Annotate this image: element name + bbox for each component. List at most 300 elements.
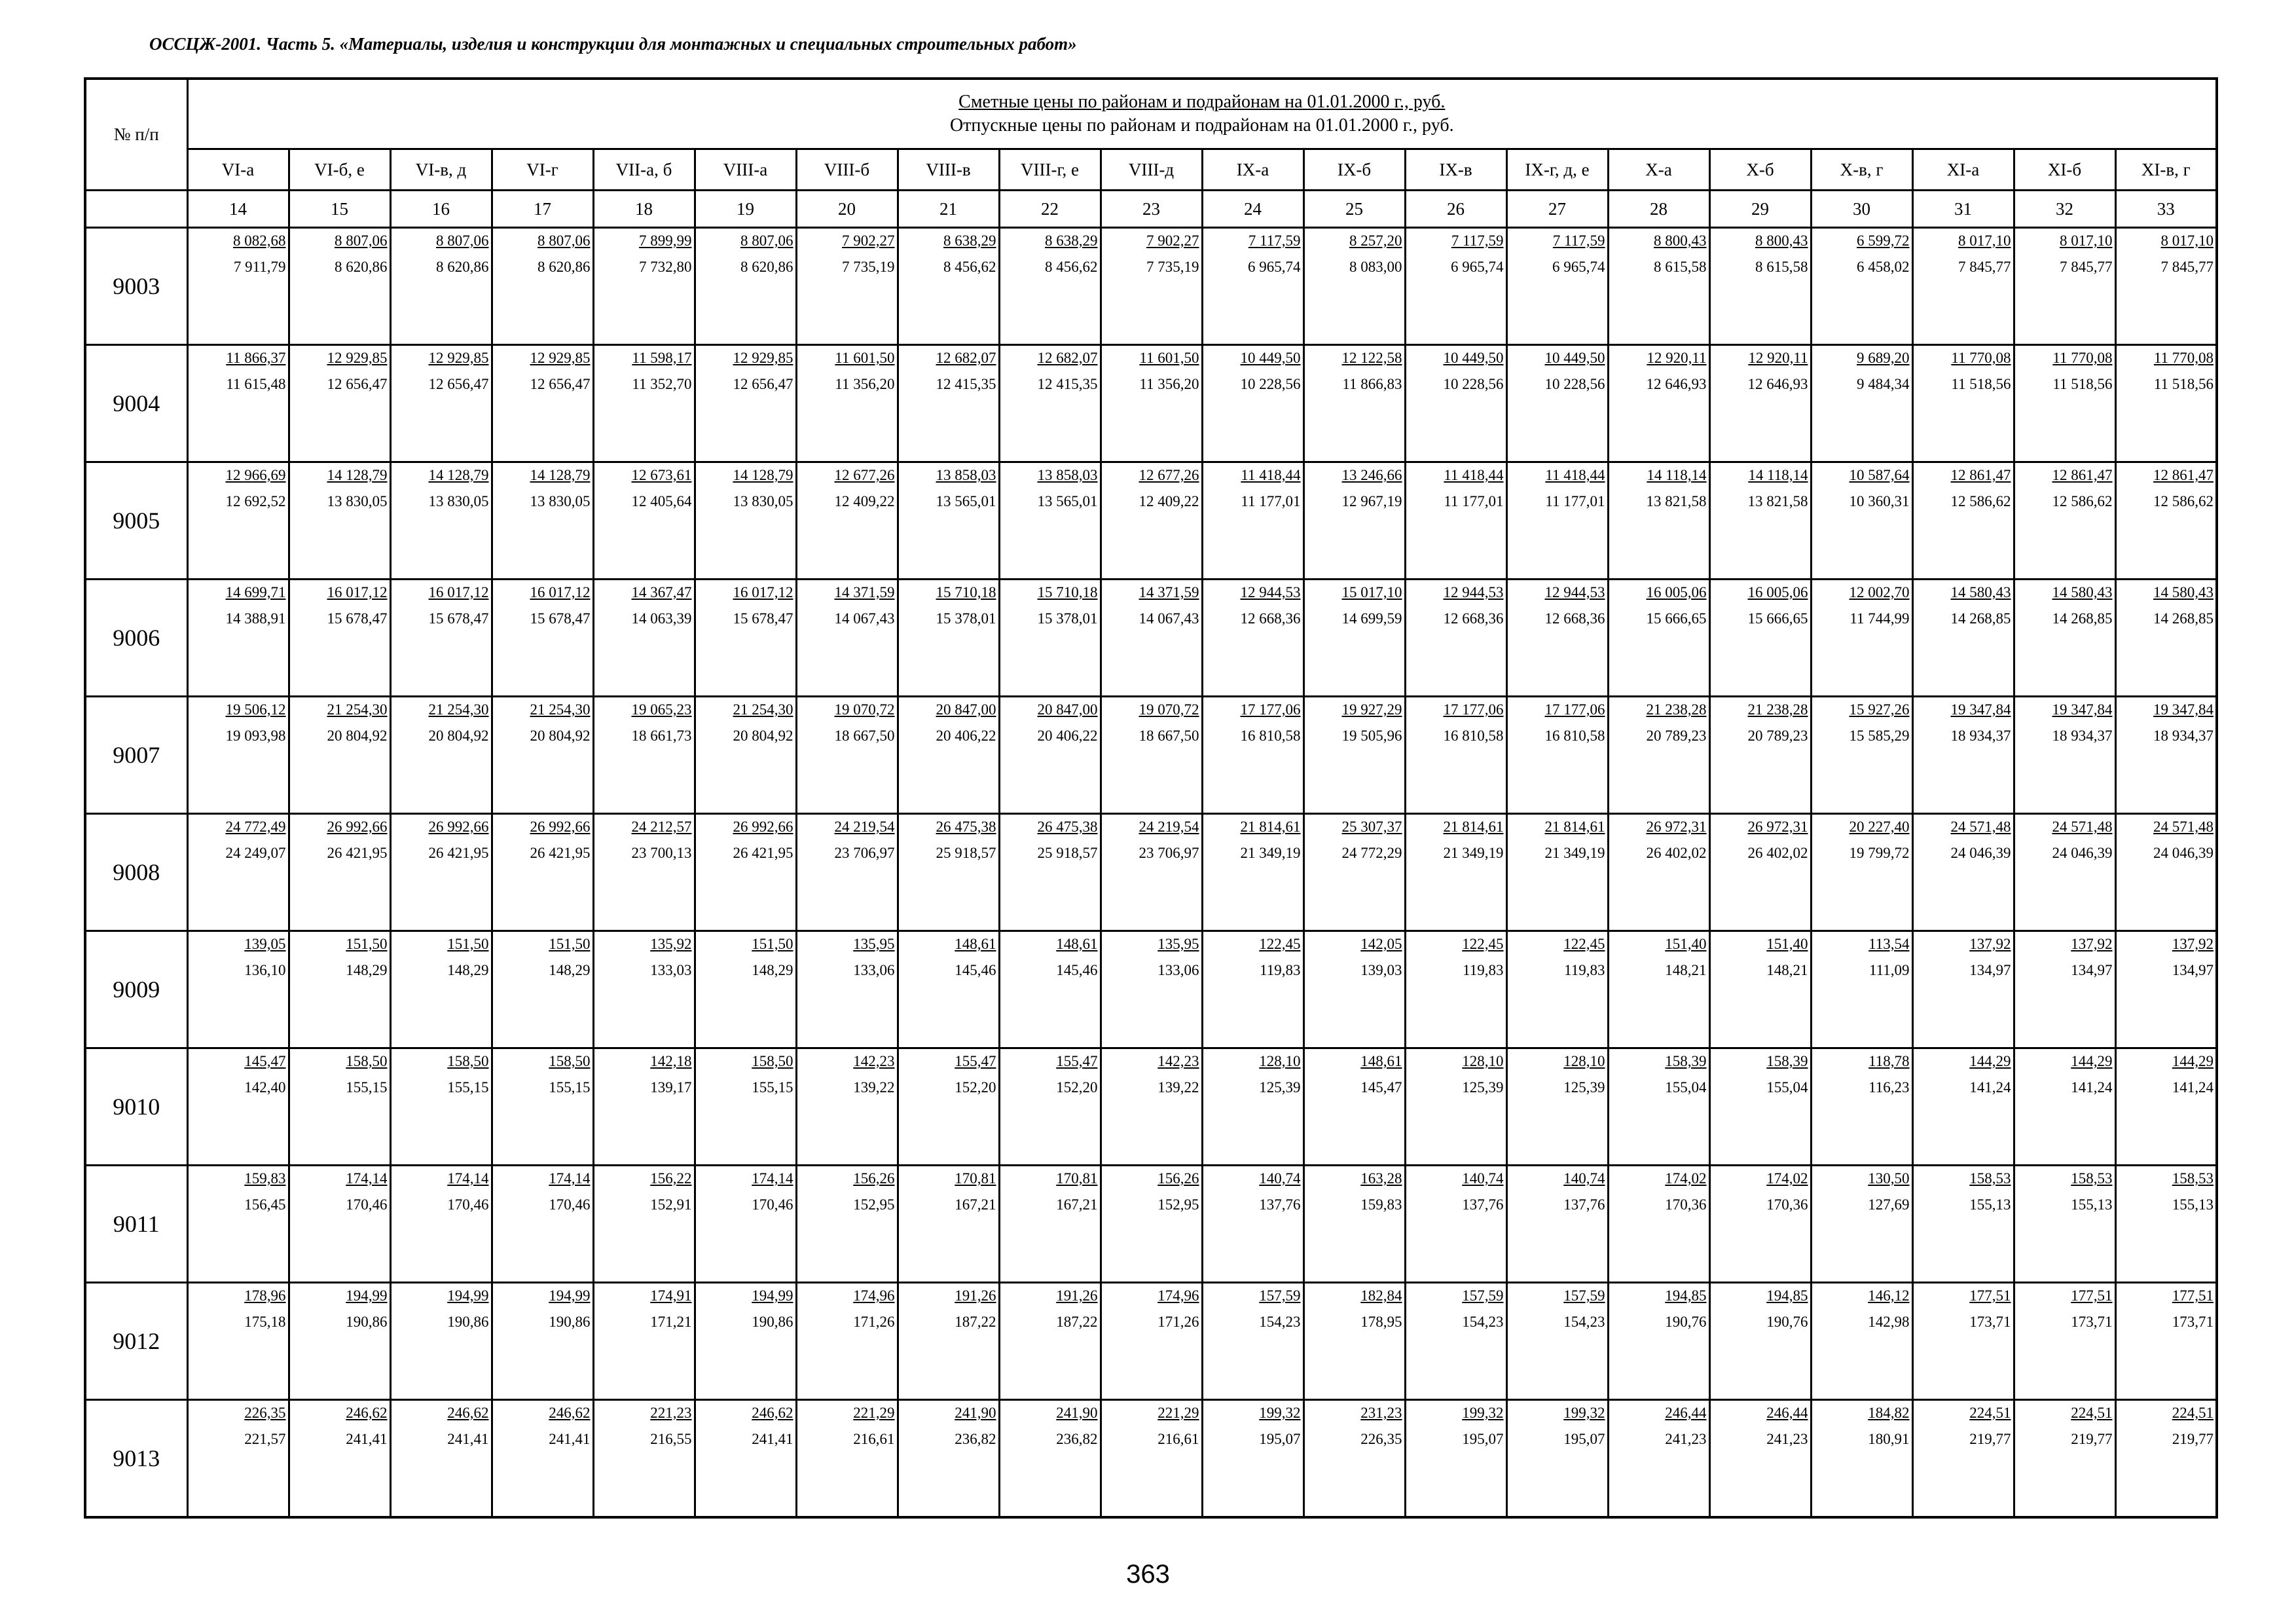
column-number: 14: [187, 191, 289, 228]
price-cell: [1912, 345, 2014, 462]
release-price: 155,13: [2172, 1196, 2214, 1213]
estimated-price: 155,47: [955, 1053, 996, 1069]
price-cell: [898, 1166, 999, 1283]
release-price: 141,24: [1969, 1079, 2011, 1096]
release-price: 18 934,37: [1950, 728, 2011, 744]
estimated-price: 128,10: [1462, 1053, 1504, 1069]
price-cell: [796, 228, 898, 345]
estimated-price: 142,23: [1157, 1053, 1199, 1069]
table-row: [85, 814, 2217, 931]
release-price: 133,06: [853, 962, 895, 978]
table-row: [85, 580, 2217, 697]
release-price: 119,83: [1463, 962, 1504, 978]
price-cell: [796, 1400, 898, 1518]
price-cell: [1202, 814, 1303, 931]
release-price: 190,76: [1766, 1314, 1808, 1330]
release-prices-title: Отпускные цены по районам и подрайонам на 01.01.2000 г., руб.: [949, 115, 1454, 136]
price-cell: [1405, 931, 1506, 1048]
district-header: IX-б: [1303, 149, 1405, 191]
price-cell: [593, 697, 695, 814]
price-cell: [1202, 462, 1303, 580]
column-number: 30: [1811, 191, 1912, 228]
estimated-price: 151,40: [1766, 936, 1808, 952]
price-cell: [1608, 1048, 1709, 1166]
price-cell: [2014, 1400, 2115, 1518]
price-cell: [1912, 1400, 2014, 1518]
column-number: 26: [1405, 191, 1506, 228]
release-price: 12 656,47: [733, 376, 793, 392]
estimated-price: 11 770,08: [2052, 350, 2113, 366]
estimated-price: 19 506,12: [225, 701, 286, 718]
estimated-price: 144,29: [2071, 1053, 2113, 1069]
row-number: 9006: [85, 580, 187, 697]
estimated-price: 174,14: [549, 1170, 591, 1187]
price-cell: [898, 931, 999, 1048]
estimated-price: 8 807,06: [436, 232, 489, 249]
price-cell: [999, 462, 1101, 580]
release-price: 14 067,43: [834, 610, 895, 627]
release-price: 21 349,19: [1240, 845, 1301, 861]
price-cell: [1811, 1400, 1912, 1518]
estimated-price: 194,99: [346, 1287, 388, 1304]
estimated-price: 24 571,48: [2153, 819, 2214, 835]
column-number: 20: [796, 191, 898, 228]
district-header: VIII-д: [1101, 149, 1202, 191]
price-cell: [1405, 1166, 1506, 1283]
column-number: 23: [1101, 191, 1202, 228]
release-price: 21 349,19: [1544, 845, 1605, 861]
estimated-price: 6 599,72: [1857, 232, 1910, 249]
estimated-price: 7 899,99: [639, 232, 692, 249]
estimated-price: 11 418,44: [1545, 467, 1605, 483]
price-cell: [2115, 1400, 2217, 1518]
column-number: 21: [898, 191, 999, 228]
price-cell: [1506, 228, 1608, 345]
price-cell: [1405, 1048, 1506, 1166]
estimated-price: 16 005,06: [1646, 584, 1707, 600]
price-cell: [187, 462, 289, 580]
district-header: IX-а: [1202, 149, 1303, 191]
estimated-price: 199,32: [1462, 1405, 1504, 1421]
price-cell: [1608, 462, 1709, 580]
release-price: 145,46: [1056, 962, 1098, 978]
release-price: 11 352,70: [632, 376, 692, 392]
estimated-price: 21 814,61: [1544, 819, 1605, 835]
estimated-price: 26 992,66: [327, 819, 388, 835]
district-header: XI-б: [2014, 149, 2115, 191]
price-cell: [2014, 228, 2115, 345]
release-price: 20 804,92: [530, 728, 591, 744]
release-price: 12 656,47: [428, 376, 489, 392]
price-cell: [1811, 580, 1912, 697]
release-price: 14 268,85: [2153, 610, 2214, 627]
row-number: 9011: [85, 1166, 187, 1283]
release-price: 9 484,34: [1857, 376, 1910, 392]
release-price: 116,23: [1868, 1079, 1910, 1096]
price-cell: [1608, 1166, 1709, 1283]
row-number: 9003: [85, 228, 187, 345]
price-cell: [1101, 1166, 1202, 1283]
estimated-price: 151,50: [447, 936, 489, 952]
release-price: 26 421,95: [327, 845, 388, 861]
column-number: 24: [1202, 191, 1303, 228]
price-cell: [390, 462, 492, 580]
estimated-price: 15 927,26: [1849, 701, 1910, 718]
column-number: 31: [1912, 191, 2014, 228]
release-price: 16 810,58: [1544, 728, 1605, 744]
estimated-price: 12 861,47: [2153, 467, 2214, 483]
estimated-price: 16 017,12: [530, 584, 591, 600]
estimated-price: 19 927,29: [1341, 701, 1402, 718]
release-price: 136,10: [244, 962, 286, 978]
price-cell: [593, 462, 695, 580]
estimated-price: 11 601,50: [835, 350, 895, 366]
estimated-price: 11 866,37: [226, 350, 286, 366]
estimated-price: 21 238,28: [1646, 701, 1707, 718]
estimated-price: 12 861,47: [2052, 467, 2113, 483]
price-cell: [1912, 462, 2014, 580]
release-price: 142,40: [244, 1079, 286, 1096]
release-price: 171,26: [853, 1314, 895, 1330]
estimated-price: 145,47: [244, 1053, 286, 1069]
price-cell: [1709, 1283, 1811, 1400]
release-price: 155,15: [549, 1079, 591, 1096]
table-title-row: [85, 79, 2217, 149]
release-price: 152,91: [650, 1196, 692, 1213]
price-cell: [695, 345, 796, 462]
price-cell: [2115, 462, 2217, 580]
estimated-price: 12 944,53: [1544, 584, 1605, 600]
release-price: 190,86: [346, 1314, 388, 1330]
price-cell: [1405, 697, 1506, 814]
estimated-price: 224,51: [1969, 1405, 2011, 1421]
release-price: 10 360,31: [1849, 493, 1910, 509]
release-price: 6 458,02: [1857, 259, 1910, 275]
estimated-price: 224,51: [2172, 1405, 2214, 1421]
release-price: 195,07: [1462, 1431, 1504, 1447]
release-price: 12 415,35: [936, 376, 996, 392]
release-price: 148,29: [346, 962, 388, 978]
release-price: 20 406,22: [1037, 728, 1098, 744]
release-price: 7 845,77: [2060, 259, 2113, 275]
release-price: 141,24: [2172, 1079, 2214, 1096]
price-cell: [1202, 697, 1303, 814]
estimated-price: 7 117,59: [1248, 232, 1301, 249]
district-header: IX-в: [1405, 149, 1506, 191]
release-price: 15 678,47: [327, 610, 388, 627]
price-cell: [1811, 1166, 1912, 1283]
price-cell: [1709, 1048, 1811, 1166]
estimated-price: 13 858,03: [936, 467, 996, 483]
release-price: 11 866,83: [1342, 376, 1402, 392]
release-price: 14 388,91: [225, 610, 286, 627]
column-number: 33: [2115, 191, 2217, 228]
district-header: VIII-г, е: [999, 149, 1101, 191]
price-cell: [1101, 228, 1202, 345]
release-price: 23 700,13: [631, 845, 692, 861]
estimated-price: 7 902,27: [842, 232, 895, 249]
estimated-price: 16 017,12: [327, 584, 388, 600]
estimated-price: 128,10: [1259, 1053, 1301, 1069]
release-price: 139,22: [1157, 1079, 1199, 1096]
estimated-price: 118,78: [1868, 1053, 1910, 1069]
district-header: VIII-в: [898, 149, 999, 191]
price-cell: [1405, 228, 1506, 345]
estimated-price: 156,26: [853, 1170, 895, 1187]
district-header: VI-б, е: [289, 149, 390, 191]
price-cell: [1912, 1283, 2014, 1400]
estimated-price: 12 944,53: [1240, 584, 1301, 600]
price-cell: [2115, 814, 2217, 931]
release-price: 24 046,39: [2052, 845, 2113, 861]
price-cell: [2115, 1283, 2217, 1400]
estimated-price: 10 587,64: [1849, 467, 1910, 483]
price-cell: [492, 228, 593, 345]
estimated-price: 19 070,72: [1139, 701, 1199, 718]
release-price: 190,76: [1665, 1314, 1707, 1330]
price-cell: [1811, 697, 1912, 814]
release-price: 178,95: [1360, 1314, 1402, 1330]
table-row: [85, 1400, 2217, 1518]
release-price: 170,36: [1665, 1196, 1707, 1213]
price-cell: [1912, 931, 2014, 1048]
release-price: 142,98: [1868, 1314, 1910, 1330]
price-cell: [1202, 931, 1303, 1048]
price-cell: [289, 1283, 390, 1400]
release-price: 241,41: [447, 1431, 489, 1447]
release-price: 26 421,95: [428, 845, 489, 861]
release-price: 152,95: [853, 1196, 895, 1213]
estimated-price: 139,05: [244, 936, 286, 952]
table-row: [85, 1048, 2217, 1166]
estimated-price: 17 177,06: [1544, 701, 1605, 718]
estimated-price: 246,44: [1665, 1405, 1707, 1421]
estimated-price: 174,02: [1665, 1170, 1707, 1187]
release-price: 20 804,92: [428, 728, 489, 744]
price-cell: [1912, 814, 2014, 931]
release-price: 18 661,73: [631, 728, 692, 744]
price-cell: [1709, 1400, 1811, 1518]
release-price: 18 934,37: [2153, 728, 2214, 744]
release-price: 152,95: [1157, 1196, 1199, 1213]
estimated-price: 157,59: [1563, 1287, 1605, 1304]
estimated-price: 158,50: [447, 1053, 489, 1069]
estimated-price: 8 800,43: [1755, 232, 1808, 249]
estimated-price: 12 677,26: [834, 467, 895, 483]
districts-row: [85, 149, 2217, 191]
estimated-price: 178,96: [244, 1287, 286, 1304]
price-cell: [187, 580, 289, 697]
release-price: 15 666,65: [1646, 610, 1707, 627]
estimated-price: 19 347,84: [2052, 701, 2113, 718]
release-price: 7 732,80: [639, 259, 692, 275]
price-cell: [1506, 1048, 1608, 1166]
price-cell: [898, 580, 999, 697]
release-price: 145,47: [1360, 1079, 1402, 1096]
estimated-price: 12 673,61: [631, 467, 692, 483]
estimated-price: 12 677,26: [1139, 467, 1199, 483]
estimated-price: 13 858,03: [1037, 467, 1098, 483]
price-cell: [492, 931, 593, 1048]
estimated-price: 148,61: [1360, 1053, 1402, 1069]
price-cell: [2115, 1048, 2217, 1166]
release-price: 125,39: [1563, 1079, 1605, 1096]
release-price: 15 678,47: [530, 610, 591, 627]
release-price: 10 228,56: [1443, 376, 1504, 392]
release-price: 12 646,93: [1747, 376, 1808, 392]
estimated-price: 163,28: [1360, 1170, 1402, 1187]
estimated-prices-title: Сметные цены по районам и подрайонам на 01.01.2000 г., руб.: [958, 92, 1446, 112]
price-cell: [1101, 931, 1202, 1048]
estimated-price: 177,51: [2071, 1287, 2113, 1304]
release-price: 12 656,47: [530, 376, 591, 392]
table-body: [85, 228, 2217, 1518]
price-cell: [999, 345, 1101, 462]
price-cell: [1303, 1166, 1405, 1283]
price-cell: [1608, 345, 1709, 462]
estimated-price: 140,74: [1259, 1170, 1301, 1187]
price-cell: [492, 1400, 593, 1518]
column-number: 27: [1506, 191, 1608, 228]
price-cell: [1709, 462, 1811, 580]
price-cell: [796, 580, 898, 697]
price-cell: [1405, 1283, 1506, 1400]
estimated-price: 191,26: [955, 1287, 996, 1304]
release-price: 11 615,48: [226, 376, 286, 392]
price-cell: [695, 462, 796, 580]
release-price: 190,86: [549, 1314, 591, 1330]
price-cell: [796, 814, 898, 931]
release-price: 170,46: [447, 1196, 489, 1213]
estimated-price: 19 065,23: [631, 701, 692, 718]
release-price: 15 666,65: [1747, 610, 1808, 627]
release-price: 12 668,36: [1240, 610, 1301, 627]
release-price: 155,13: [2071, 1196, 2113, 1213]
estimated-price: 8 017,10: [2160, 232, 2214, 249]
release-price: 20 789,23: [1646, 728, 1707, 744]
price-cell: [1303, 462, 1405, 580]
estimated-price: 11 598,17: [632, 350, 692, 366]
price-cell: [999, 1400, 1101, 1518]
price-cell: [1709, 814, 1811, 931]
estimated-price: 14 128,79: [530, 467, 591, 483]
release-price: 155,15: [752, 1079, 793, 1096]
estimated-price: 12 929,85: [530, 350, 591, 366]
release-price: 187,22: [1056, 1314, 1098, 1330]
estimated-price: 12 682,07: [1037, 350, 1098, 366]
price-cell: [1912, 1048, 2014, 1166]
release-price: 11 177,01: [1444, 493, 1504, 509]
price-cell: [999, 228, 1101, 345]
release-price: 190,86: [752, 1314, 793, 1330]
estimated-price: 19 070,72: [834, 701, 895, 718]
estimated-price: 15 710,18: [936, 584, 996, 600]
price-cell: [2014, 1283, 2115, 1400]
estimated-price: 142,23: [853, 1053, 895, 1069]
price-cell: [1303, 1400, 1405, 1518]
price-cell: [1506, 1283, 1608, 1400]
estimated-price: 12 002,70: [1849, 584, 1910, 600]
price-cell: [796, 1283, 898, 1400]
price-cell: [2014, 462, 2115, 580]
estimated-price: 8 807,06: [538, 232, 591, 249]
release-price: 13 830,05: [327, 493, 388, 509]
release-price: 241,41: [346, 1431, 388, 1447]
price-cell: [187, 345, 289, 462]
release-price: 12 646,93: [1646, 376, 1707, 392]
estimated-price: 26 972,31: [1747, 819, 1808, 835]
release-price: 11 744,99: [1850, 610, 1910, 627]
estimated-price: 16 017,12: [733, 584, 793, 600]
price-cell: [695, 931, 796, 1048]
estimated-price: 182,84: [1360, 1287, 1402, 1304]
price-cell: [289, 1400, 390, 1518]
price-cell: [1709, 228, 1811, 345]
release-price: 170,46: [549, 1196, 591, 1213]
estimated-price: 8 017,10: [2060, 232, 2113, 249]
price-cell: [898, 345, 999, 462]
price-cell: [390, 931, 492, 1048]
price-cell: [1608, 814, 1709, 931]
price-cell: [1202, 580, 1303, 697]
release-price: 18 934,37: [2052, 728, 2113, 744]
release-price: 148,21: [1766, 962, 1808, 978]
estimated-price: 21 814,61: [1240, 819, 1301, 835]
district-header: VI-в, д: [390, 149, 492, 191]
estimated-price: 144,29: [2172, 1053, 2214, 1069]
price-cell: [796, 697, 898, 814]
price-cell: [1912, 228, 2014, 345]
estimated-price: 12 920,11: [1647, 350, 1707, 366]
price-cell: [289, 931, 390, 1048]
estimated-price: 14 118,14: [1647, 467, 1707, 483]
release-price: 13 821,58: [1747, 493, 1808, 509]
release-price: 219,77: [1969, 1431, 2011, 1447]
district-header: X-в, г: [1811, 149, 1912, 191]
release-price: 236,82: [1056, 1431, 1098, 1447]
release-price: 175,18: [244, 1314, 286, 1330]
release-price: 216,61: [853, 1431, 895, 1447]
price-cell: [1811, 462, 1912, 580]
release-price: 12 967,19: [1341, 493, 1402, 509]
estimated-price: 7 902,27: [1146, 232, 1199, 249]
estimated-price: 151,50: [752, 936, 793, 952]
price-cell: [390, 1166, 492, 1283]
release-price: 155,15: [346, 1079, 388, 1096]
estimated-price: 12 966,69: [225, 467, 286, 483]
price-cell: [1405, 1400, 1506, 1518]
release-price: 12 668,36: [1544, 610, 1605, 627]
release-price: 171,26: [1157, 1314, 1199, 1330]
estimated-price: 122,45: [1259, 936, 1301, 952]
release-price: 148,29: [447, 962, 489, 978]
release-price: 195,07: [1259, 1431, 1301, 1447]
release-price: 19 093,98: [225, 728, 286, 744]
district-header: X-а: [1608, 149, 1709, 191]
estimated-price: 8 807,06: [740, 232, 793, 249]
release-price: 7 911,79: [233, 259, 286, 275]
row-number: 9007: [85, 697, 187, 814]
release-price: 216,61: [1157, 1431, 1199, 1447]
price-cell: [492, 1283, 593, 1400]
estimated-price: 148,61: [955, 936, 996, 952]
estimated-price: 11 601,50: [1139, 350, 1199, 366]
price-cell: [796, 1166, 898, 1283]
release-price: 219,77: [2071, 1431, 2113, 1447]
price-cell: [2014, 1048, 2115, 1166]
release-price: 15 378,01: [936, 610, 996, 627]
estimated-price: 184,82: [1868, 1405, 1910, 1421]
